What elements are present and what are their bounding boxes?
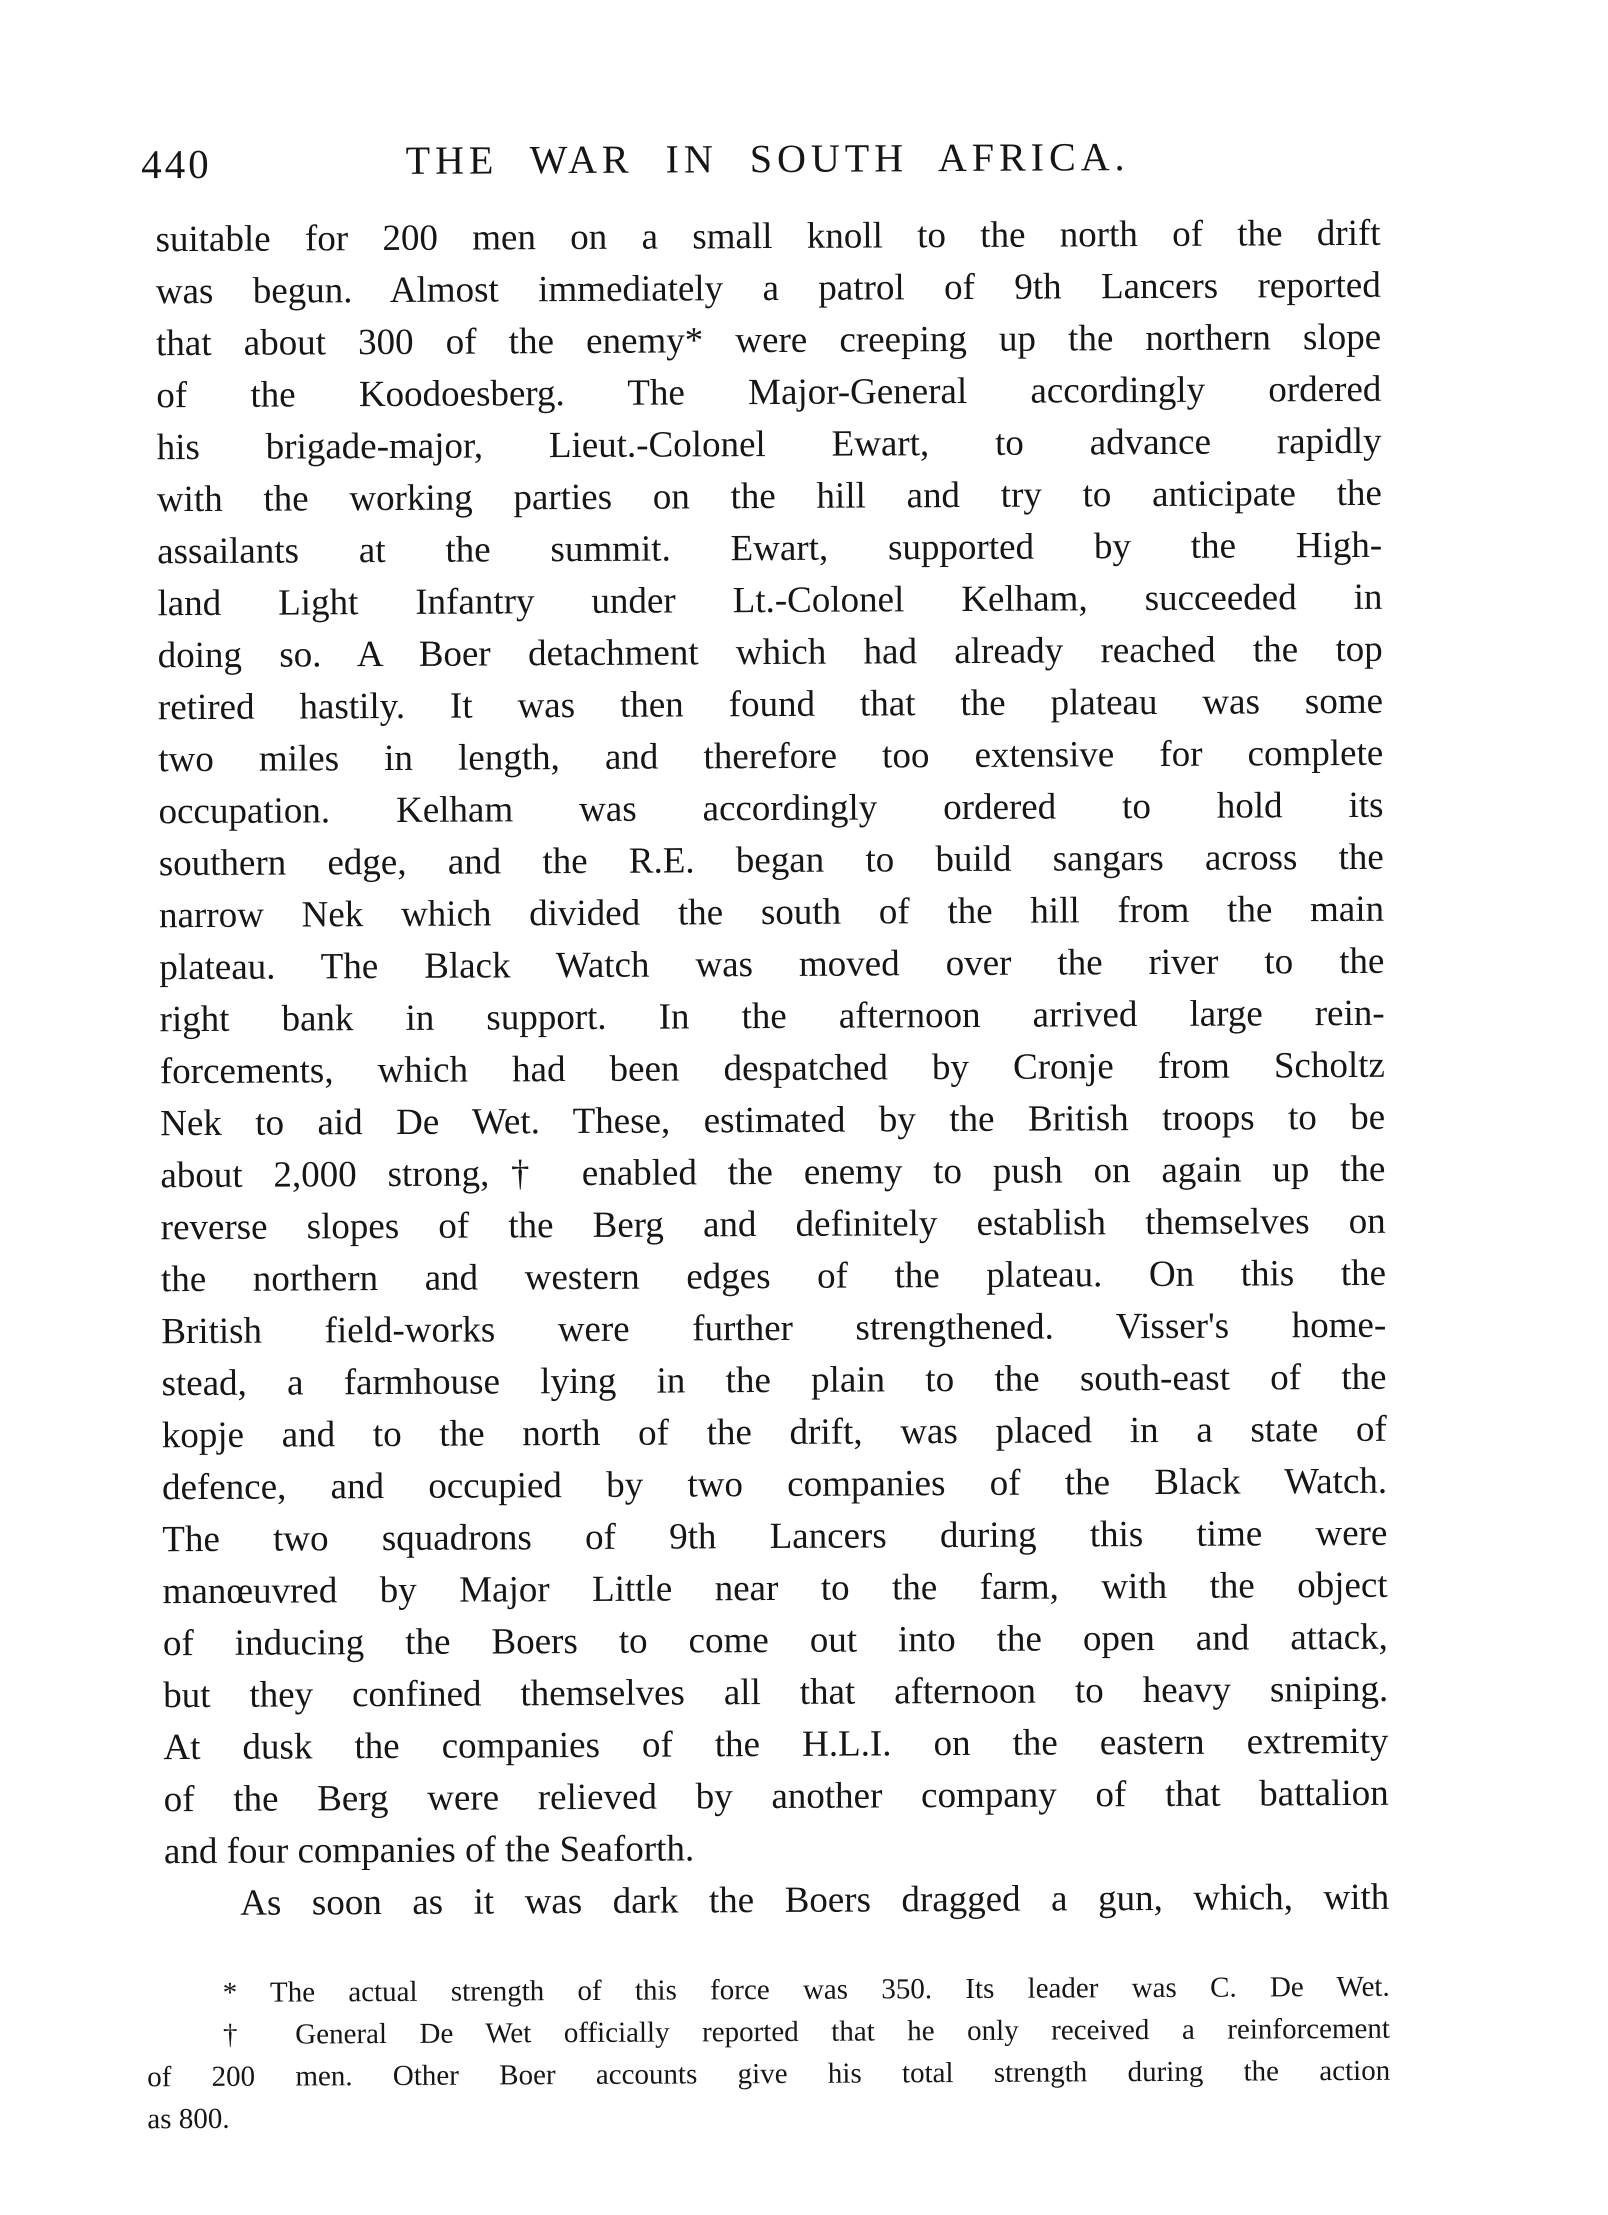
- footnotes: [147, 1966, 1391, 2141]
- text-line: retired hastily. It was then found that the plateau was some: [157, 680, 1384, 729]
- text-line: reverse slopes of the Berg and definitely establish themselves on: [160, 1200, 1386, 1249]
- text-line: his brigade-major, Lieut.-Colonel Ewart, to advance rapidly: [156, 420, 1382, 469]
- text-line: suitable for 200 men on a small knoll to the north of the drift: [155, 212, 1381, 261]
- running-title: THE WAR IN SOUTH AFRICA.: [405, 134, 1130, 183]
- footnote-dagger: [147, 2008, 1391, 2141]
- text-line: of inducing the Boers to come out into the open and attack,: [162, 1616, 1388, 1665]
- text-line: forcements, which had been despatched by Cronje from Scholtz: [159, 1044, 1385, 1093]
- text-line: kopje and to the north of the drift, was placed in a state of: [161, 1408, 1387, 1457]
- text-line: * The actual strength of this force was 350. Its leader was C. De Wet.: [222, 1970, 1390, 2009]
- text-line: southern edge, and the R.E. began to build sangars across the: [158, 836, 1384, 885]
- text-line: right bank in support. In the afternoon arrived large rein-: [159, 992, 1385, 1041]
- text-line: British field-works were further strengthened. Visser's home-: [161, 1304, 1387, 1353]
- text-line: the northern and western edges of the plateau. On this the: [160, 1252, 1387, 1301]
- text-line: defence, and occupied by two companies of the Black Watch.: [161, 1460, 1388, 1509]
- text-line: of the Berg were relieved by another company of that battalion: [163, 1772, 1389, 1821]
- body-text: [155, 208, 1389, 1930]
- text-line: of the Koodoesberg. The Major-General accordingly ordered: [156, 368, 1382, 417]
- text-line: The two squadrons of 9th Lancers during this time were: [162, 1512, 1388, 1561]
- text-line: manœuvred by Major Little near to the farm, with the object: [162, 1564, 1388, 1613]
- text-line: † General De Wet officially reported that he only received a reinforcement: [222, 2012, 1391, 2051]
- text-line: doing so. A Boer detachment which had already reached the top: [157, 628, 1383, 677]
- page-header: [141, 132, 1380, 188]
- text-line: narrow Nek which divided the south of the hill from the main: [158, 888, 1385, 937]
- paragraph-new: [164, 1872, 1389, 1930]
- text-line: At dusk the companies of the H.L.I. on the eastern extremity: [163, 1720, 1389, 1769]
- text-line: about 2,000 strong,† enabled the enemy to push on again up the: [160, 1148, 1386, 1197]
- text-line: occupation. Kelham was accordingly ordered to hold its: [158, 784, 1384, 833]
- text-line: was begun. Almost immediately a patrol of 9th Lancers reported: [155, 264, 1381, 313]
- paragraph-continuation: [155, 208, 1389, 1878]
- text-line: As soon as it was dark the Boers dragged a gun, which, with: [240, 1876, 1390, 1924]
- text-line: land Light Infantry under Lt.-Colonel Kelham, succeeded in: [157, 576, 1383, 625]
- text-line: plateau. The Black Watch was moved over the river to the: [159, 940, 1385, 989]
- page-content: [141, 132, 1391, 2140]
- text-line: but they confined themselves all that afternoon to heavy sniping.: [163, 1668, 1389, 1717]
- text-line: two miles in length, and therefore too extensive for complete: [158, 732, 1384, 781]
- text-line: and four companies of the Seaforth.: [163, 1828, 695, 1873]
- text-line: with the working parties on the hill and try to anticipate the: [156, 472, 1382, 521]
- text-line: as 800.: [147, 2102, 230, 2136]
- page-number: 440: [141, 140, 212, 188]
- text-line: that about 300 of the enemy* were creeping up the northern slope: [155, 316, 1382, 365]
- text-line: Nek to aid De Wet. These, estimated by the British troops to be: [160, 1096, 1386, 1145]
- text-line: assailants at the summit. Ewart, supported by the High-: [157, 524, 1383, 573]
- footnote-asterisk: [147, 1966, 1390, 2015]
- text-line: stead, a farmhouse lying in the plain to the south-east of the: [161, 1356, 1387, 1405]
- text-line: of 200 men. Other Boer accounts give his total strength during the action: [147, 2054, 1391, 2094]
